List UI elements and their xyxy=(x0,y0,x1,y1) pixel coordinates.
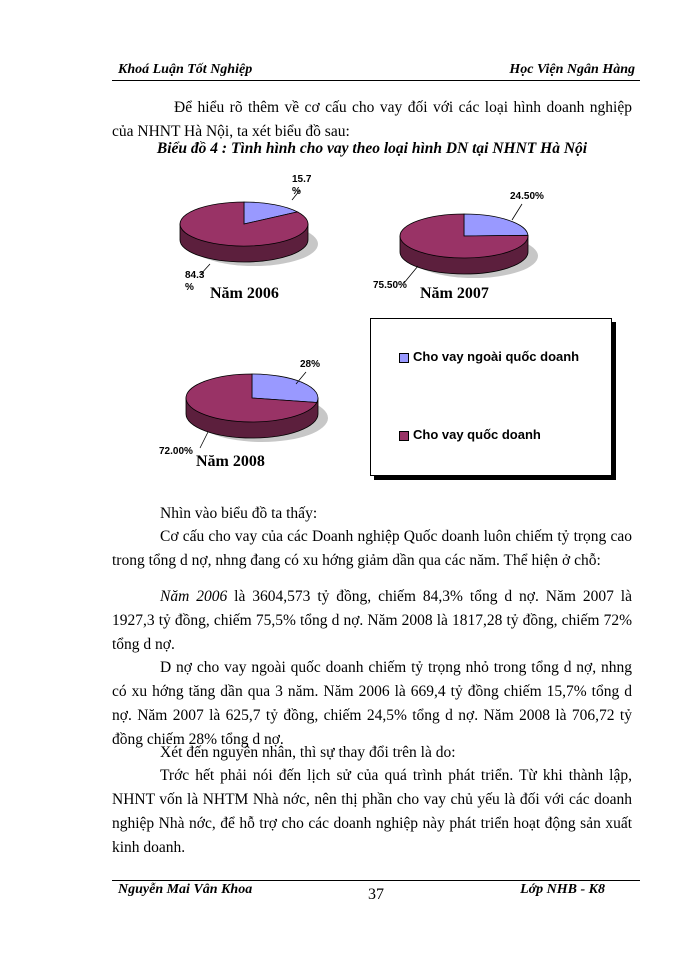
chart-caption: Biểu đồ 4 : Tình hình cho vay theo loại hình DN tại NHNT Hà Nội xyxy=(156,140,588,157)
footer-right: Lớp NHB - K8 xyxy=(520,882,605,897)
year-label-2007: Năm 2007 xyxy=(420,285,489,302)
body-p3 xyxy=(112,585,632,657)
leader-line-1-0 xyxy=(512,204,522,220)
legend-item-ngoai xyxy=(399,349,579,364)
leader-line-2-1 xyxy=(200,432,208,448)
footer-left: Nguyễn Mai Vân Khoa xyxy=(118,882,253,897)
pct-label-2008-ngoai: 28% xyxy=(300,359,321,370)
body-p3-rest: là 3604,573 tỷ đồng, chiếm 84,3% tổng d nợ. Năm 2007 là 1927,3 tỷ đồng, chiếm 75,5% tổng d nợ. Năm 2008 là 1817,28 tỷ đồng, chiếm 72% tổng d nợ. xyxy=(112,588,632,653)
pct-label-2006-qd: 84.3 % xyxy=(185,270,205,293)
legend-label-ngoai: Cho vay ngoài quốc doanh xyxy=(413,349,580,364)
body-p6: Trớc hết phải nói đến lịch sử của quá trình phát triển. Từ khi thành lập, NHNT vốn là NHTM Nhà nớc, nên thị phần cho vay chủ yếu là đối với các doanh nghiệp Nhà nớc, để hỗ trợ cho các doanh nghiệp này phát triển hoạt động sản xuất kinh doanh. xyxy=(112,767,632,856)
legend-swatch-qd xyxy=(399,431,409,441)
footer-rule xyxy=(112,880,640,881)
pie-slice-2-0 xyxy=(252,374,318,402)
intro-paragraph: Để hiểu rõ thêm về cơ cấu cho vay đối với các loại hình doanh nghiệp của NHNT Hà Nội, ta xét biểu đồ sau: xyxy=(112,99,632,140)
page-number: 37 xyxy=(368,886,384,903)
body-p3-lead: Năm 2006 xyxy=(160,588,228,605)
body-p1: Nhìn vào biểu đồ ta thấy: xyxy=(160,505,318,522)
pct-label-2006-ngoai: 15.7 % xyxy=(292,174,312,197)
body-p4: D nợ cho vay ngoài quốc doanh chiếm tỷ trọng nhỏ trong tổng d nợ, nhng có xu hớng tăng dần qua 3 năm. Năm 2006 là 669,4 tỷ đồng chiếm 15,7% tổng d nợ. Năm 2007 là 625,7 tỷ đồng, chiếm 24,5% tổng d nợ. Năm 2008 là 706,72 tỷ đồng chiếm 28% tổng d nợ. xyxy=(112,659,632,748)
legend-swatch-ngoai xyxy=(399,353,409,363)
chart-legend xyxy=(370,318,612,476)
header-right: Học Viện Ngân Hàng xyxy=(509,62,635,77)
body-p5: Xét đến nguyên nhân, thì sự thay đổi trên là do: xyxy=(160,744,456,761)
legend-item-qd xyxy=(399,427,541,442)
body-p2: Cơ cấu cho vay của các Doanh nghiệp Quốc doanh luôn chiếm tỷ trọng cao trong tổng d nợ, nhng đang có xu hớng giảm dần qua các năm. Thể hiện ở chỗ: xyxy=(112,528,632,569)
year-label-2006: Năm 2006 xyxy=(210,285,279,302)
year-label-2008: Năm 2008 xyxy=(196,453,265,470)
pct-label-2008-qd: 72.00% xyxy=(159,446,193,457)
pct-label-2007-ngoai: 24.50% xyxy=(510,191,544,202)
pie-slice-1-0 xyxy=(464,214,528,236)
header-left: Khoá Luận Tốt Nghiệp xyxy=(118,62,253,77)
legend-label-qd: Cho vay quốc doanh xyxy=(413,427,541,442)
pct-label-2007-qd: 75.50% xyxy=(373,280,407,291)
